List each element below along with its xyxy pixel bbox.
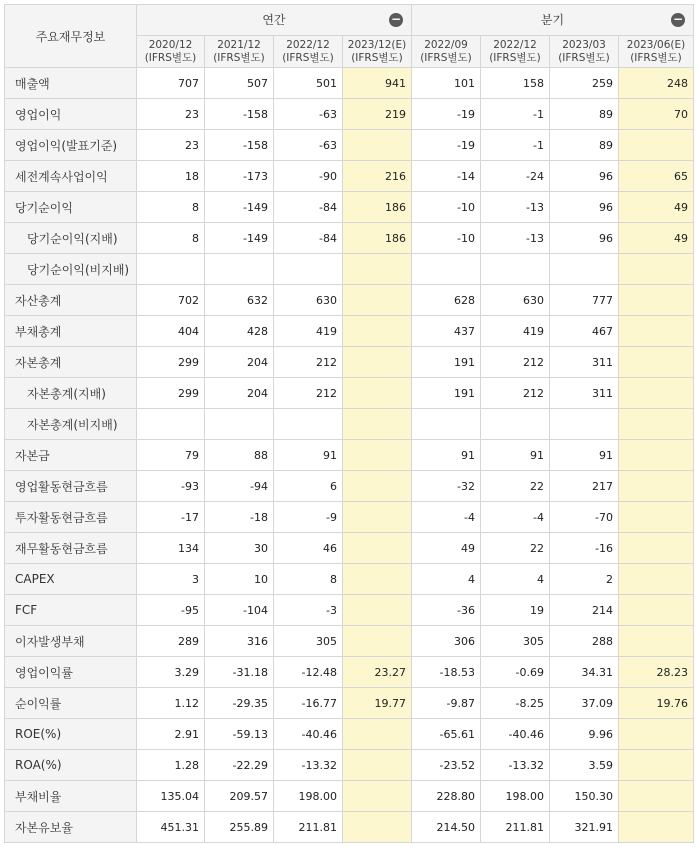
table-cell: 8 (137, 192, 205, 223)
table-cell (481, 254, 550, 285)
row-label: 당기순이익(지배) (5, 223, 137, 254)
table-cell (343, 502, 412, 533)
table-cell: 311 (550, 378, 619, 409)
table-cell: -10 (412, 223, 481, 254)
table-cell: 70 (619, 99, 694, 130)
row-label: CAPEX (5, 564, 137, 595)
period-basis: (IFRS별도) (630, 51, 682, 64)
group-label-quarterly: 분기 (540, 13, 565, 27)
table-cell (343, 409, 412, 440)
table-cell: 306 (412, 626, 481, 657)
table-row (5, 688, 694, 719)
table-cell (412, 409, 481, 440)
table-cell: 65 (619, 161, 694, 192)
minus-circle-icon[interactable]: − (672, 12, 684, 26)
table-cell (619, 130, 694, 161)
row-label: 자본총계(비지배) (5, 409, 137, 440)
row-label: 자본금 (5, 440, 137, 471)
table-cell (343, 130, 412, 161)
table-cell: 79 (137, 440, 205, 471)
table-cell: 10 (205, 564, 274, 595)
table-cell: 209.57 (205, 781, 274, 812)
table-cell (205, 254, 274, 285)
table-row (5, 409, 694, 440)
table-cell: 28.23 (619, 657, 694, 688)
table-cell (274, 254, 343, 285)
period-header (412, 36, 481, 68)
table-cell: 214.50 (412, 812, 481, 843)
table-cell: -149 (205, 192, 274, 223)
table-cell (619, 750, 694, 781)
table-cell: -24 (481, 161, 550, 192)
period-date: 2023/03 (562, 38, 606, 51)
table-cell: -16.77 (274, 688, 343, 719)
table-cell: 23.27 (343, 657, 412, 688)
row-label: 당기순이익 (5, 192, 137, 223)
table-row (5, 781, 694, 812)
table-cell (619, 347, 694, 378)
table-cell (343, 378, 412, 409)
table-cell: 1.28 (137, 750, 205, 781)
table-cell: -13.32 (274, 750, 343, 781)
table-cell: 89 (550, 130, 619, 161)
table-cell: 96 (550, 192, 619, 223)
table-row (5, 316, 694, 347)
table-cell (343, 347, 412, 378)
table-cell: -29.35 (205, 688, 274, 719)
table-cell: 216 (343, 161, 412, 192)
table-cell: -65.61 (412, 719, 481, 750)
table-cell: -4 (412, 502, 481, 533)
table-cell: 212 (274, 347, 343, 378)
table-cell: 451.31 (137, 812, 205, 843)
table-cell (343, 564, 412, 595)
table-cell: -18.53 (412, 657, 481, 688)
row-label: 자본유보율 (5, 812, 137, 843)
table-row (5, 68, 694, 99)
table-cell: 89 (550, 99, 619, 130)
table-cell: 186 (343, 223, 412, 254)
table-cell (343, 812, 412, 843)
table-cell: -10 (412, 192, 481, 223)
table-cell (343, 626, 412, 657)
table-cell (619, 502, 694, 533)
table-cell (274, 409, 343, 440)
table-cell: -31.18 (205, 657, 274, 688)
period-date: 2021/12 (217, 38, 261, 51)
table-cell: -84 (274, 223, 343, 254)
table-cell: 18 (137, 161, 205, 192)
table-cell (481, 409, 550, 440)
table-cell (619, 626, 694, 657)
table-cell: 96 (550, 161, 619, 192)
period-date: 2022/12 (286, 38, 330, 51)
period-basis: (IFRS별도) (351, 51, 403, 64)
table-cell (619, 564, 694, 595)
table-cell: -0.69 (481, 657, 550, 688)
table-row (5, 161, 694, 192)
table-cell: -94 (205, 471, 274, 502)
table-cell: 2.91 (137, 719, 205, 750)
table-cell: 135.04 (137, 781, 205, 812)
table-cell: 19 (481, 595, 550, 626)
period-basis: (IFRS별도) (213, 51, 265, 64)
table-row (5, 99, 694, 130)
row-label: ROE(%) (5, 719, 137, 750)
group-header-annual (137, 5, 412, 36)
table-cell (619, 533, 694, 564)
table-row (5, 223, 694, 254)
row-label: 이자발생부채 (5, 626, 137, 657)
table-cell: -158 (205, 99, 274, 130)
table-cell: -173 (205, 161, 274, 192)
table-cell (343, 719, 412, 750)
period-date: 2022/09 (424, 38, 468, 51)
table-row (5, 440, 694, 471)
row-label: 영업이익(발표기준) (5, 130, 137, 161)
table-row (5, 285, 694, 316)
table-cell: 321.91 (550, 812, 619, 843)
table-cell (619, 595, 694, 626)
table-cell: 212 (481, 378, 550, 409)
table-cell: 191 (412, 378, 481, 409)
table-cell: -17 (137, 502, 205, 533)
period-header (550, 36, 619, 68)
table-cell: -1 (481, 99, 550, 130)
table-row (5, 254, 694, 285)
period-header (619, 36, 694, 68)
table-row (5, 471, 694, 502)
table-cell: 419 (274, 316, 343, 347)
table-cell: 428 (205, 316, 274, 347)
table-row (5, 657, 694, 688)
table-row (5, 595, 694, 626)
row-label: 자산총계 (5, 285, 137, 316)
table-cell: 632 (205, 285, 274, 316)
table-cell: 217 (550, 471, 619, 502)
table-cell (343, 440, 412, 471)
period-header (205, 36, 274, 68)
table-row (5, 130, 694, 161)
table-cell: 49 (619, 223, 694, 254)
table-cell (343, 285, 412, 316)
table-row (5, 502, 694, 533)
table-cell (619, 781, 694, 812)
table-cell: -32 (412, 471, 481, 502)
table-cell (619, 254, 694, 285)
table-cell: 88 (205, 440, 274, 471)
table-cell: -40.46 (274, 719, 343, 750)
period-header (481, 36, 550, 68)
table-cell: 305 (481, 626, 550, 657)
table-cell: -158 (205, 130, 274, 161)
table-cell: -70 (550, 502, 619, 533)
table-cell: 777 (550, 285, 619, 316)
table-cell: 22 (481, 471, 550, 502)
table-cell (205, 409, 274, 440)
table-cell: 467 (550, 316, 619, 347)
group-label-annual: 연간 (262, 13, 286, 27)
table-row (5, 812, 694, 843)
table-cell: 186 (343, 192, 412, 223)
table-cell: 437 (412, 316, 481, 347)
table-cell: -9 (274, 502, 343, 533)
table-cell: 501 (274, 68, 343, 99)
table-cell (619, 471, 694, 502)
table-cell: 214 (550, 595, 619, 626)
row-label: 영업활동현금흐름 (5, 471, 137, 502)
table-cell (619, 378, 694, 409)
table-cell: -63 (274, 99, 343, 130)
table-cell: 198.00 (274, 781, 343, 812)
table-cell: 628 (412, 285, 481, 316)
table-cell: -90 (274, 161, 343, 192)
table-cell: -84 (274, 192, 343, 223)
table-cell: 3 (137, 564, 205, 595)
row-label: 부채비율 (5, 781, 137, 812)
table-cell: -22.29 (205, 750, 274, 781)
table-cell (412, 254, 481, 285)
table-cell: 101 (412, 68, 481, 99)
table-row (5, 378, 694, 409)
period-header (137, 36, 205, 68)
row-label: 영업이익 (5, 99, 137, 130)
table-cell: 211.81 (274, 812, 343, 843)
row-label: 부채총계 (5, 316, 137, 347)
minus-circle-icon[interactable]: − (390, 12, 402, 26)
table-cell (343, 254, 412, 285)
table-cell (550, 409, 619, 440)
table-cell (619, 409, 694, 440)
table-cell: -13 (481, 223, 550, 254)
row-label: 투자활동현금흐름 (5, 502, 137, 533)
table-cell: -19 (412, 130, 481, 161)
table-cell: 219 (343, 99, 412, 130)
table-cell: 91 (550, 440, 619, 471)
table-row (5, 626, 694, 657)
table-cell: -13.32 (481, 750, 550, 781)
table-cell: 204 (205, 347, 274, 378)
table-cell: 941 (343, 68, 412, 99)
table-cell: 150.30 (550, 781, 619, 812)
table-cell: 34.31 (550, 657, 619, 688)
table-cell: -14 (412, 161, 481, 192)
table-cell: 4 (412, 564, 481, 595)
table-cell: 255.89 (205, 812, 274, 843)
table-row (5, 192, 694, 223)
table-cell: 204 (205, 378, 274, 409)
corner-label: 주요재무정보 (5, 5, 137, 68)
financial-rows (5, 68, 694, 843)
table-cell: 404 (137, 316, 205, 347)
period-basis: (IFRS별도) (489, 51, 541, 64)
table-cell: -1 (481, 130, 550, 161)
table-row (5, 533, 694, 564)
table-cell (137, 409, 205, 440)
table-cell: -4 (481, 502, 550, 533)
row-label: ROA(%) (5, 750, 137, 781)
period-date: 2023/06(E) (626, 38, 686, 51)
financial-summary-table (4, 4, 694, 843)
table-cell (343, 595, 412, 626)
table-cell: -8.25 (481, 688, 550, 719)
table-cell: 49 (619, 192, 694, 223)
table-cell: -9.87 (412, 688, 481, 719)
table-cell: 19.76 (619, 688, 694, 719)
row-label: 매출액 (5, 68, 137, 99)
table-cell: 198.00 (481, 781, 550, 812)
table-cell: -3 (274, 595, 343, 626)
table-cell (343, 750, 412, 781)
table-cell: 134 (137, 533, 205, 564)
table-cell: 23 (137, 130, 205, 161)
table-cell: 707 (137, 68, 205, 99)
table-cell: 212 (274, 378, 343, 409)
table-cell: 91 (481, 440, 550, 471)
table-cell: -23.52 (412, 750, 481, 781)
table-cell (343, 533, 412, 564)
table-cell (137, 254, 205, 285)
period-date: 2022/12 (493, 38, 537, 51)
period-basis: (IFRS별도) (420, 51, 472, 64)
table-cell: -149 (205, 223, 274, 254)
row-label: 영업이익률 (5, 657, 137, 688)
table-cell: 316 (205, 626, 274, 657)
table-cell: 702 (137, 285, 205, 316)
table-cell: 299 (137, 378, 205, 409)
table-cell: 96 (550, 223, 619, 254)
period-date: 2023/12(E) (347, 38, 407, 51)
table-cell: 248 (619, 68, 694, 99)
table-cell: 211.81 (481, 812, 550, 843)
table-cell (619, 719, 694, 750)
table-cell: 288 (550, 626, 619, 657)
table-cell: 289 (137, 626, 205, 657)
table-cell: 91 (274, 440, 343, 471)
table-cell: -12.48 (274, 657, 343, 688)
period-header (343, 36, 412, 68)
table-cell: 299 (137, 347, 205, 378)
table-cell (619, 316, 694, 347)
period-date: 2020/12 (148, 38, 193, 51)
table-cell: -40.46 (481, 719, 550, 750)
period-basis: (IFRS별도) (282, 51, 334, 64)
period-basis: (IFRS별도) (558, 51, 610, 64)
table-row (5, 750, 694, 781)
table-cell: 311 (550, 347, 619, 378)
table-row (5, 564, 694, 595)
table-cell: -59.13 (205, 719, 274, 750)
table-cell: 30 (205, 533, 274, 564)
table-cell: 158 (481, 68, 550, 99)
period-basis: (IFRS별도) (144, 51, 197, 64)
table-cell: 46 (274, 533, 343, 564)
table-cell: 22 (481, 533, 550, 564)
table-cell: 6 (274, 471, 343, 502)
table-cell: 212 (481, 347, 550, 378)
row-label: 순이익률 (5, 688, 137, 719)
table-cell: 23 (137, 99, 205, 130)
row-label: 세전계속사업이익 (5, 161, 137, 192)
table-cell: 2 (550, 564, 619, 595)
table-cell: 37.09 (550, 688, 619, 719)
table-cell: 630 (481, 285, 550, 316)
period-header (274, 36, 343, 68)
table-cell: 8 (274, 564, 343, 595)
table-cell: -63 (274, 130, 343, 161)
table-cell (619, 812, 694, 843)
row-label: FCF (5, 595, 137, 626)
table-cell (619, 440, 694, 471)
table-cell: 507 (205, 68, 274, 99)
table-cell: -16 (550, 533, 619, 564)
table-cell: -36 (412, 595, 481, 626)
table-row (5, 719, 694, 750)
table-cell (343, 781, 412, 812)
table-cell: 305 (274, 626, 343, 657)
table-cell: 630 (274, 285, 343, 316)
row-label: 당기순이익(비지배) (5, 254, 137, 285)
table-cell (619, 285, 694, 316)
table-cell: 19.77 (343, 688, 412, 719)
table-cell: 4 (481, 564, 550, 595)
table-cell: 3.29 (137, 657, 205, 688)
table-cell (343, 471, 412, 502)
table-cell: -13 (481, 192, 550, 223)
row-label: 자본총계(지배) (5, 378, 137, 409)
table-cell: 9.96 (550, 719, 619, 750)
row-label: 자본총계 (5, 347, 137, 378)
row-label: 재무활동현금흐름 (5, 533, 137, 564)
table-cell: 1.12 (137, 688, 205, 719)
table-cell: 191 (412, 347, 481, 378)
table-cell: 8 (137, 223, 205, 254)
table-cell: 419 (481, 316, 550, 347)
table-cell: 49 (412, 533, 481, 564)
table-cell: 91 (412, 440, 481, 471)
table-cell: 3.59 (550, 750, 619, 781)
table-cell: -93 (137, 471, 205, 502)
table-cell: -95 (137, 595, 205, 626)
table-cell: -104 (205, 595, 274, 626)
table-cell (343, 316, 412, 347)
table-cell (550, 254, 619, 285)
group-header-quarterly (412, 5, 694, 36)
table-row (5, 347, 694, 378)
table-cell: 228.80 (412, 781, 481, 812)
table-cell: 259 (550, 68, 619, 99)
table-cell: -19 (412, 99, 481, 130)
table-cell: -18 (205, 502, 274, 533)
